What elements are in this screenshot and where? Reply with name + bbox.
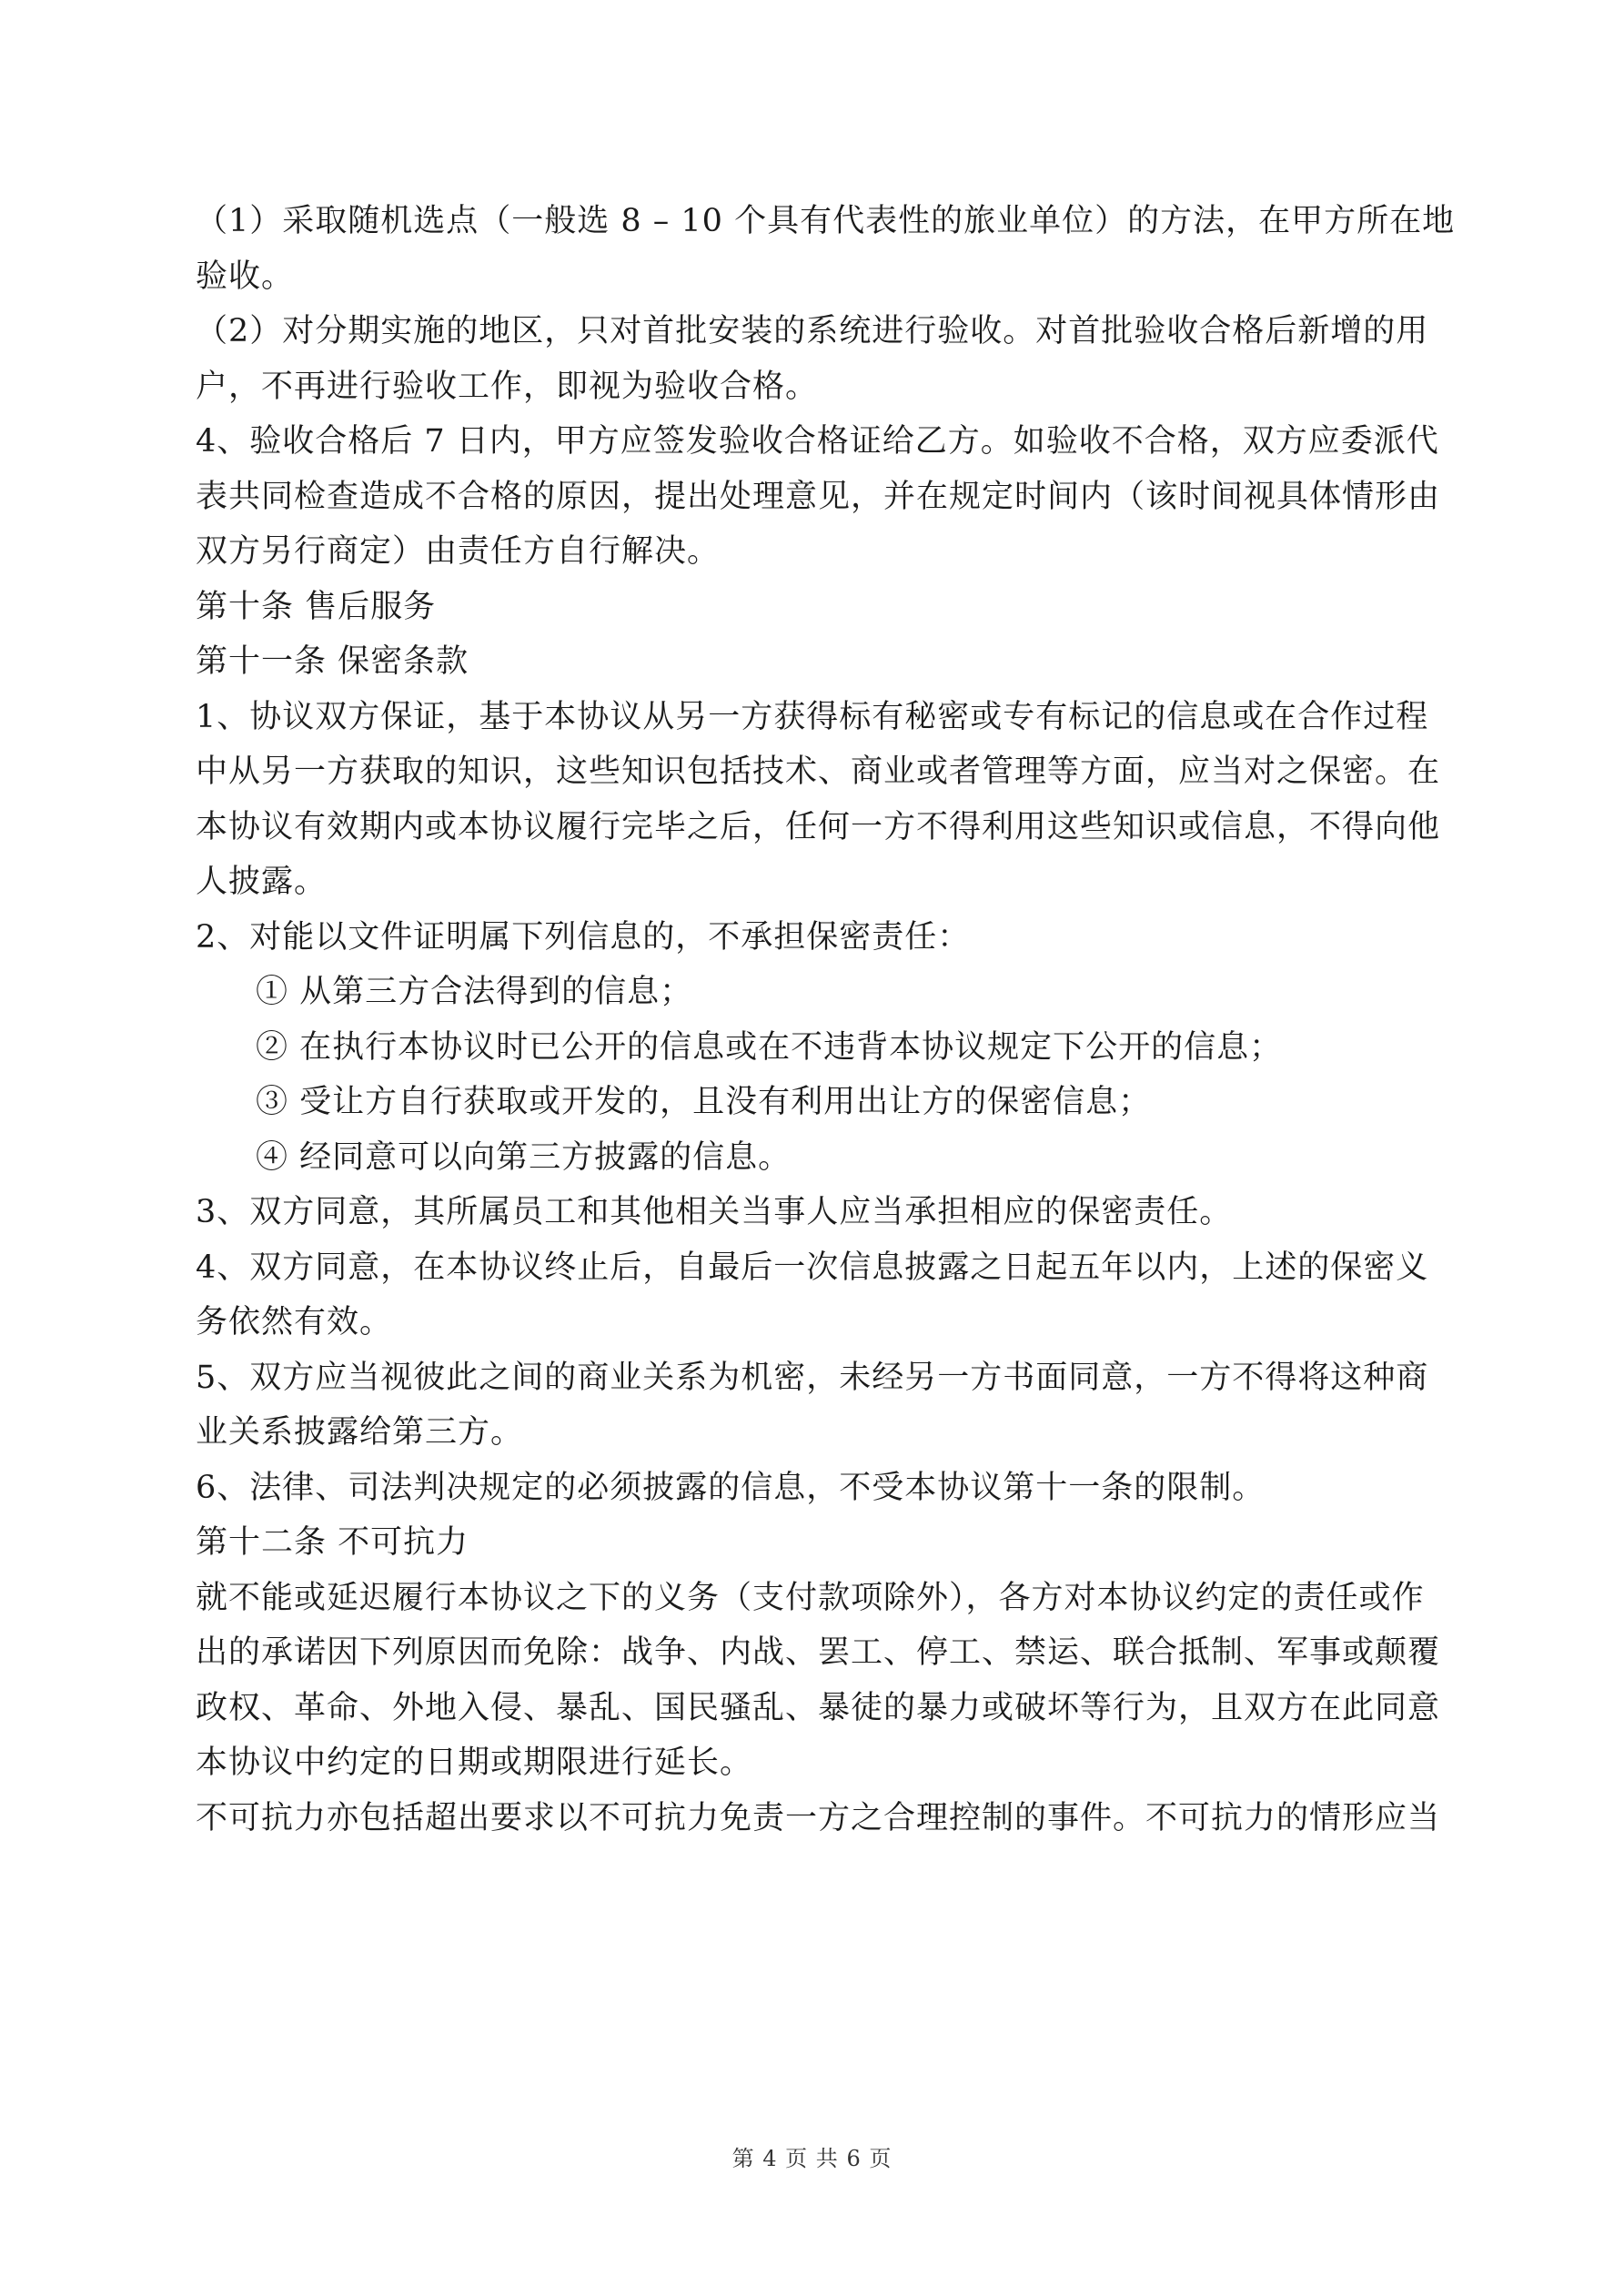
text-line: 务依然有效。 xyxy=(196,1304,393,1340)
text-line: 1、协议双方保证，基于本协议从另一方获得标有秘密或专有标记的信息或在合作过程 xyxy=(196,698,1429,735)
text-line: 出的承诺因下列原因而免除：战争、内战、罢工、停工、禁运、联合抵制、军事或颠覆 xyxy=(196,1634,1441,1671)
text-line: 验收。 xyxy=(196,258,295,295)
text-line: 不可抗力亦包括超出要求以不可抗力免责一方之合理控制的事件。不可抗力的情形应当 xyxy=(196,1799,1441,1836)
text-line: 政权、革命、外地入侵、暴乱、国民骚乱、暴徒的暴力或破坏等行为，且双方在此同意 xyxy=(196,1689,1441,1726)
list-item: ④ 经同意可以向第三方披露的信息。 xyxy=(256,1138,792,1176)
text-line: 2、对能以文件证明属下列信息的，不承担保密责任： xyxy=(196,918,971,956)
list-item: ③ 受让方自行获取或开发的，且没有利用出让方的保密信息； xyxy=(256,1084,1152,1120)
list-item: ① 从第三方合法得到的信息； xyxy=(256,974,693,1010)
text-line: 4、验收合格后 7 日内，甲方应签发验收合格证给乙方。如验收不合格，双方应委派代 xyxy=(196,423,1439,460)
section-heading: 第十二条 不可抗力 xyxy=(196,1524,469,1561)
text-line: 双方另行商定）由责任方自行解决。 xyxy=(196,533,721,570)
text-line: 5、双方应当视彼此之间的商业关系为机密，未经另一方书面同意，一方不得将这种商 xyxy=(196,1359,1429,1396)
text-line: 6、法律、司法判决规定的必须披露的信息，不受本协议第十一条的限制。 xyxy=(196,1469,1266,1506)
list-item: ② 在执行本协议时已公开的信息或在不违背本协议规定下公开的信息； xyxy=(256,1028,1283,1066)
text-line: 本协议有效期内或本协议履行完毕之后，任何一方不得利用这些知识或信息，不得向他 xyxy=(196,808,1441,845)
text-line: 4、双方同意，在本协议终止后，自最后一次信息披露之日起五年以内，上述的保密义 xyxy=(196,1249,1429,1286)
text-line: 表共同检查造成不合格的原因，提出处理意见，并在规定时间内（该时间视具体情形由 xyxy=(196,478,1441,515)
text-line: 3、双方同意，其所属员工和其他相关当事人应当承担相应的保密责任。 xyxy=(196,1194,1233,1230)
text-line: 业关系披露给第三方。 xyxy=(196,1414,524,1451)
text-line: 中从另一方获取的知识，这些知识包括技术、商业或者管理等方面，应当对之保密。在 xyxy=(196,754,1441,790)
page-footer: 第 4 页 共 6 页 xyxy=(731,2146,893,2171)
text-line: （2）对分期实施的地区，只对首批安装的系统进行验收。对首批验收合格后新增的用 xyxy=(196,313,1429,349)
text-line: （1）采取随机选点（一般选 8 – 10 个具有代表性的旅业单位）的方法，在甲方所在地 xyxy=(196,203,1456,239)
section-heading: 第十一条 保密条款 xyxy=(196,643,469,680)
section-heading: 第十条 售后服务 xyxy=(196,588,437,625)
text-line: 本协议中约定的日期或期限进行延长。 xyxy=(196,1745,753,1781)
document-body xyxy=(196,194,1456,1846)
text-line: 人披露。 xyxy=(196,864,328,900)
text-line: 户，不再进行验收工作，即视为验收合格。 xyxy=(196,368,819,405)
text-line: 就不能或延迟履行本协议之下的义务（支付款项除外），各方对本协议约定的责任或作 xyxy=(196,1579,1425,1616)
